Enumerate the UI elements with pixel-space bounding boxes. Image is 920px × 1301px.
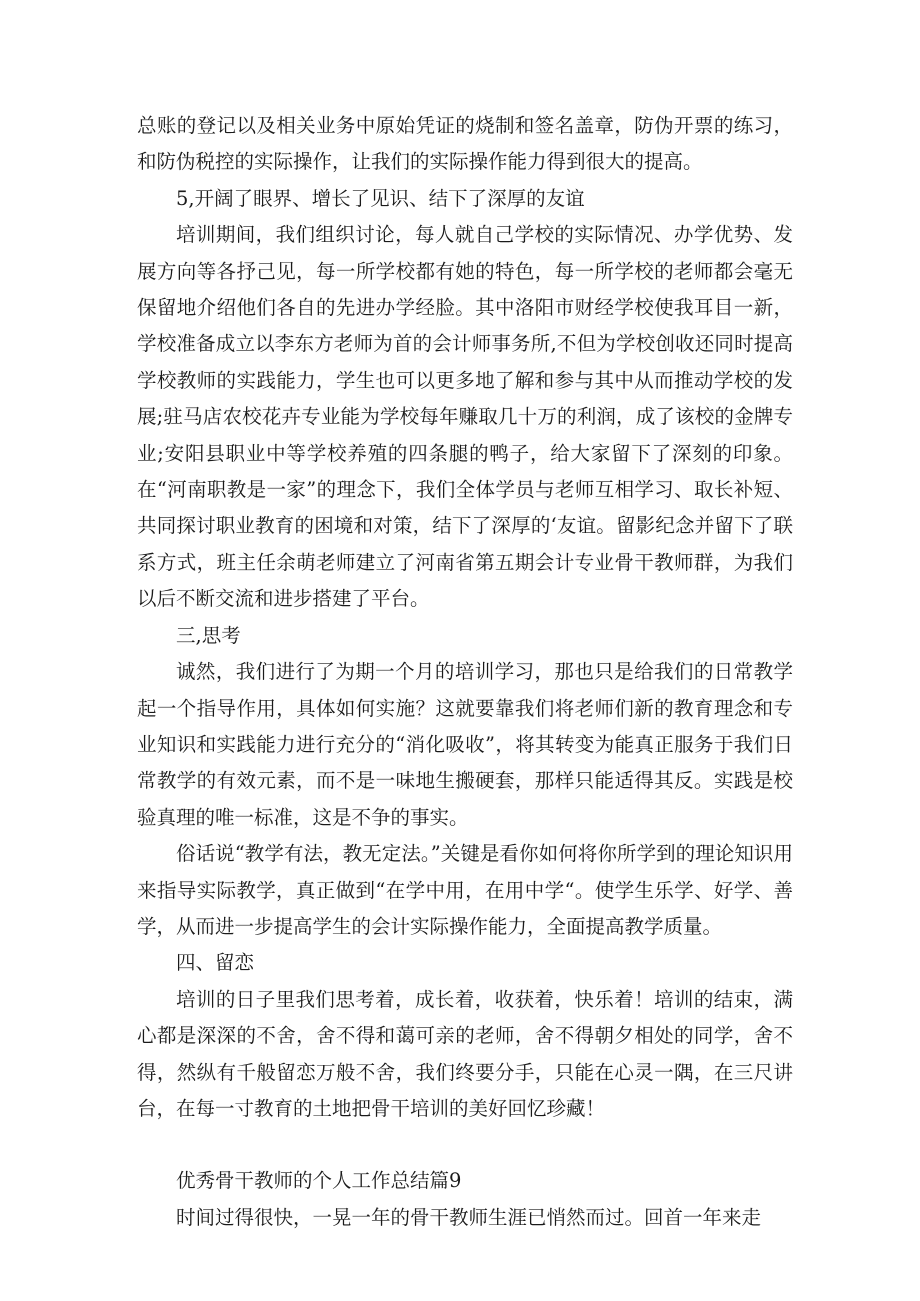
document-body (137, 108, 793, 1236)
section-heading-nostalgia: 四、留恋 (176, 951, 255, 975)
section-heading-reflection: 三,思考 (176, 623, 241, 647)
paragraph-training-discussion: 培训期间，我们组织讨论，每人就自己学校的实际情况、办学优势、发展方向等各抒己见，每一所学校都有她的特色，每一所学校的老师都会毫无保留地介绍他们各自的先进办学经脸。其中洛阳市财经学校使我耳目一新，学校准备成立以李东方老师为首的会计师事务所,不但为学校创收还同时提高学校教师的实践能力，学生也可以更多地了解和参与其中从而推动学校的发展;驻马店农校花卉专业能为学校每年赚取几十万的利润，成了该校的金牌专业;安阳县职业中等学校养殖的四条腿的鸭子，给大家留下了深刻的印象。在“河南职教是一家”的理念下，我们全体学员与老师互相学习、取长补短、共同探讨职业教育的困境和对策，结下了深厚的‘友谊。留影纪念并留下了联系方式，班主任余萌老师建立了河南省第五期会计专业骨干教师群，为我们以后不断交流和进步搭建了平台。 (137, 223, 793, 611)
section-heading-broadened-horizons: 5,开阔了眼界、增长了见识、结下了深厚的友谊 (176, 186, 585, 210)
paragraph-teaching-method: 俗话说“教学有法，教无定法。”关键是看你如何将你所学到的理论知识用来指导实际教学，真正做到“在学中用，在用中学“。使学生乐学、好学、善学，从而进一步提高学生的会计实际操作能力，全面提高教学质量。 (137, 842, 793, 938)
article-title-part-9: 优秀骨干教师的个人工作总结篇9 (176, 1169, 462, 1193)
blank-line (137, 1127, 793, 1163)
paragraph-reflection: 诚然，我们进行了为期一个月的培训学习，那也只是给我们的日常教学起一个指导作用，具体如何实施？这就要靠我们将老师们新的教育理念和专业知识和实践能力进行充分的“消化吸收”，将其转变为能真正服务于我们日常教学的有效元素，而不是一味地生搬硬套，那样只能适得其反。实践是校验真理的唯一标准，这是不争的事实。 (137, 660, 793, 829)
paragraph-nostalgia: 培训的日子里我们思考着，成长着，收获着，快乐着！培训的结束，满心都是深深的不舍，舍不得和蔼可亲的老师，舍不得朝夕相处的同学，舍不得，然纵有千般留恋万般不舍，我们终要分手，只能在心灵一隅，在三尺讲台，在每一寸教育的土地把骨干培训的美好回忆珍藏！ (137, 987, 793, 1120)
paragraph-continuation: 总账的登记以及相关业务中原始凭证的烧制和签名盖章，防伪开票的练习，和防伪税控的实际操作，让我们的实际操作能力得到很大的提高。 (137, 114, 793, 174)
paragraph-year-review: 时间过得很快，一晃一年的骨干教师生涯已悄然而过。回首一年来走 (176, 1205, 762, 1229)
